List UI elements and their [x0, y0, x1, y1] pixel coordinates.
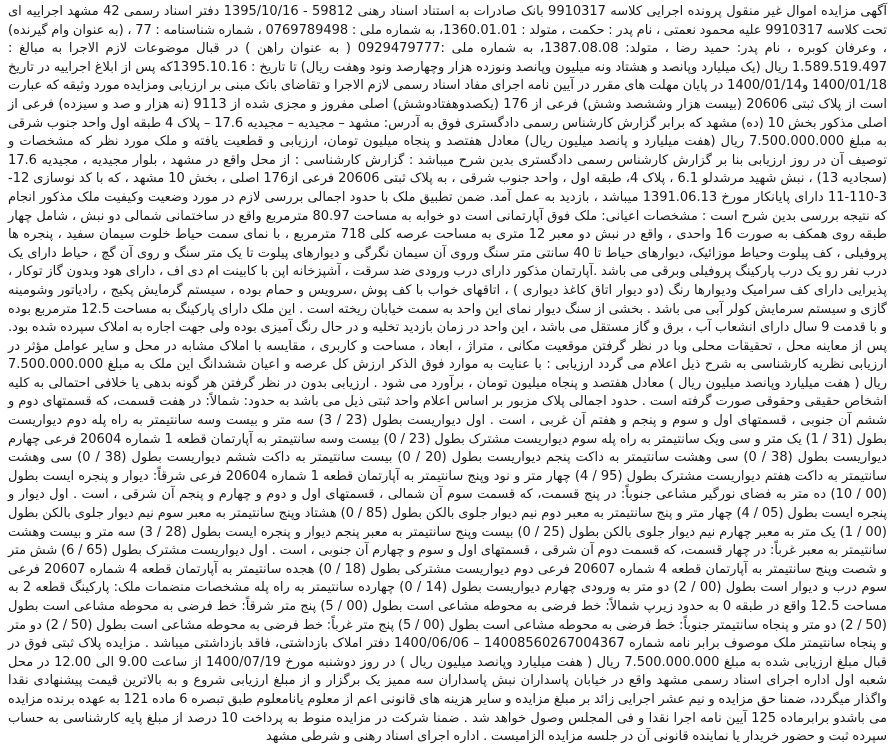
auction-notice-text: آگهی مزایده اموال غیر منقول پرونده اجرایی کلاسه 9910317 بانک صادرات به استناد اسناد رهنی 59812 - 1395/10/16 دفتر اسناد رسمی 42 مشهد اجراییه ای تحت کلاسه 9910317 علیه محمود نعمتی ، نام پدر : حکمت ، متولد : 1360.01.01، به شماره ملی : 0769789498 ، شماره شناسنامه : 77 ، (به عنوان وام گیرنده) ، وعرفان کوبره ، نام پدر: حمید رضا ، متولد: 1387.08.08، به شماره ملی :0929479777 ( به عنوان راهن ) در قبال موضوعات لازم الاجرا به مبالغ : 1.589.519.497 ریال (یک میلیارد وپانصد و هشتاد ونه میلیون وپانصد ونوزده هزار وچهارصد ونود وهفت ریال) تا تاریخ : 1395.10.16که پس از ابلاغ اجراییه در تاریخ 1400/01/18 و1400/01/14 در پایان مهلت های مقرر در آیین نامه اجرای مفاد اسناد رسمی لازم الاجرا و تقاضای بانک مبنی بر ارزیابی ومزایده مورد وثیقه که عبارت است از پلاک ثبتی 20606 (بیست هزار وششصد وشش) فرعی از 176 (یکصدوهفتادوشش) اصلی مفروز و مجزی شده از 9113 (نه هزار و صد و سیزده) فرعی از اصلی مذکور بخش 10 (ده) مشهد که برابر گزارش کارشناس رسمی دادگستری فوق به آدرس: مشهد – مجیدیه – مجیدیه 17.6 – پلاک 4 طبقه اول واحد جنوب شرقی به مبلغ 7.500.000.000 ریال (هفت میلیارد و پانصد میلیون ریال) معادل هفتصد و پنجاه میلیون تومان، ارزیابی و قطعیت یافته و ملک مورد نظر که مشخصات و توصیف آن در روز ارزیابی بنا بر گزارش کارشناس رسمی دادگستری بدین شرح میباشد : گزارش کارشناسی : از محل واقع در مشهد ، بلوار مجیدیه ، مجیدیه 17.6 (سجادیه 13) ، نبش شهید مرشدلو 6.1 ، پلاک 4، طبقه اول ، واحد جنوب شرقی ، به پلاک ثبتی 20606 فرعی از176 اصلی ، بخش 10 مشهد ، که با کد نوسازی 12-3-110-11 دارای پایانکار مورخ 1391.06.13 میباشد ، بازدید به عمل آمد. ضمن تطبیق ملک با حدود اجمالی بررسی لازم در مورد وضعیت وکیفیت ملک مذکور انجام که نتیجه بررسی بدین شرح است : مشخصات اعیانی: ملک فوق آپارتمانی است دو خوابه به مساحت 80.97 مترمربع واقع در ساختمانی شمالی دو نبش ، شامل چهار طبقه روی همکف به صورت 16 واحدی ، واقع در نبش دو معبر 12 متری به مساحت عرصه کلی 718 مترمربع ، با نمای سمت حیاط خلوت سیمان سفید ، پنجره ها پروفیلی ، کف پیلوت وحیاط موزائیک، دیوارهای حیاط تا 40 سانتی متر سنگ وروی آن سیمان نگرگی و دیوارهای پیلوت تا یک متر سنگ و روی آن گچ ، حیاط دارای یک درب نفر رو یک درب پارکینگ پروفیلی وبرقی می باشد .آپارتمان مذکور دارای درب ورودی ضد سرقت ، آشپزخانه اپن با کابینت ام دی اف ، دارای هود وبدون گاز توکار ، پذیرایی دارای کف سرامیک ودیوارها رنگ (دو دیوار اتاق کاغذ دیواری ) ، اتاقهای خواب با کف پوش ،سرویس و حمام بوده ، سیستم گرمایش پکیج ، رادیاتور وشومینه گازی و سیستم سرمایش کولر آبی می باشد . بخشی از سنگ دیوار نمای این واحد به سمت خیابان ریخته است . این ملک دارای پارکینگ به مساحت 12.5 مترمربع بوده و با قدمت 9 سال دارای انشعاب آب ، برق و گاز مستقل می باشد ، این واحد در زمان بازدید تخلیه و در حال رنگ آمیزی بوده ولی جهت اجاره به املاک سپرده شده بود. پس از معاینه محل ، تحقیقات محلی وبا در نظر گرفتن موقعیت مکانی ، متراژ ، ابعاد ، مساحت و کاربری ، مقایسه با املاک مشابه در محل و سایر عوامل مؤثر در ارزیابی نظریه کارشناسی به شرح ذیل اعلام می گردد ارزیابی : با عنایت به موارد فوق الذکر ارزش کل عرصه و اعیان ششدانگ این ملک به مبلغ 7.500.000.000 ریال ( هفت میلیارد وپانصد میلیون ریال ) معادل هفتصد و پنجاه میلیون تومان ، برآورد می شود . ارزیابی بدون در نظر گرفتن هر گونه بدهی یا خلافی احتمالی به کلیه اشخاص حقیقی وحقوقی صورت گرفته است . حدود اجمالی پلاک مزبور بر اساس اعلام واحد ثبتی ذیل می باشد به حدود: شمالاً: در هفت قسمت، که قسمتهای دوم و ششم آن جنوبی ، قسمتهای اول و سوم و پنجم و هفتم آن غربی ، است . اول دیواریست بطول (23 / 3) سه متر و بیست وسه سانتیمتر به راه پله دوم دیواریست بطول (31 / 1) یک متر و سی ویک سانتیمتر به راه پله سوم دیواریست مشترک بطول (23 / 0) بیست وسه سانتیمتر به آپارتمان قطعه 1 شماره 20604 فرعی چهارم دیواریست بطول (38 / 0) سی وهشت سانتیمتر به داکت پنجم دیواریست بطول (20 / 0) بیست سانتیمتر به داکت ششم دیواریست بطول (38 / 0) سی وهشت سانتیمتر به داکت هفتم دیواریست مشترک بطول (95 / 4) چهار متر و نود وپنج سانتیمتر به آپارتمان قطعه 1 شماره 20604 فرعی شرقاً: دیوار و پنجره ایست بطول (00 / 10) ده متر به فضای نورگیر مشاعی جنوباً: در پنج قسمت، که قسمت سوم آن شمالی ، قسمتهای اول و دوم و چهارم و پنجم آن شرقی ، است . اول دیوار و پنجره ایست بطول (05 / 4) چهار متر و پنج سانتیمتر به معبر دوم نیم دیوار جلوی بالکن بطول (85 / 0) هشتاد وپنج سانتیمتر به معبر سوم نیم دیوار جلوی بالکن بطول (00 / 1) یک متر به معبر چهارم نیم دیوار جلوی بالکن بطول (25 / 0) بیست وپنج سانتیمتر به معبر پنجم دیوار و پنجره ایست بطول (28 / 3) سه متر و بیست وهشت سانتیمتر به معبر غرباً: در چهار قسمت، که قسمت دوم آن شرقی ، قسمتهای اول و سوم و چهارم آن جنوبی ، است . اول دیواریست مشترک بطول (65 / 6) شش متر و شصت وپنج سانتیمتر به آپارتمان قطعه 4 شماره 20607 فرعی دوم دیواریست مشترکی بطول (18 / 0) هجده سانتیمتر به آپارتمان قطعه 4 شماره 20607 فرعی سوم درب و دیوار است بطول (00 / 2) دو متر به ورودی چهارم دیواریست بطول (14 / 0) چهارده سانتیمتر به راه پله مشخصات منضمات ملک: پارکینگ قطعه 2 به مساحت 12.5 واقع در طبقه 0 به حدود زیرپ شمالاً: خط فرضی به محوطه مشاعی است بطول (00 / 5) پنج متر شرقاً: خط فرضی به محوطه مشاعی است بطول (50 / 2) دو متر و پنجاه سانتیمتر جنوباً: خط فرضی به محوطه مشاعی است بطول (00 / 5) پنج متر غرباً: خط فرضی به محوطه مشاعی است بطول (50 / 2) دو متر و پنجاه سانتیمتر ملک موصوف برابر نامه شماره 14008560267004367 – 1400/06/06 دفتر املاک بازداشتی، فاقد بازداشتی میباشد . مزایده پلاک ثبتی فوق در قبال مبلغ ارزیابی شده به مبلغ 7.500.000.000 ریال ( هفت میلیارد وپانصد میلیون ریال ) در روز دوشنبه مورخ 1400/07/19 از ساعت 9.00 الی 12.00 در محل شعبه اول اداره اجرای اسناد رسمی مشهد واقع در خیابان پاسداران نبش پاسداران سه ممیز یک برگزار و از مبلغ ارزیابی شروع و به بالاترین قیمت پیشنهادی نقدا واگذار میگردد، ضمنا حق مزایده و نیم عشر اجرایی زائد بر مبلغ مزایده و سایر هزینه های قانونی اعم از معلوم یانامعلوم طبق تبصره 6 ماده 121 به عهده برنده مزایده می باشدو برابرماده 125 آیین نامه اجرا نقدا و فی المجلس وصول خواهد شد . ضمنا شرکت در مزایده منوط به پرداخت 10 درصد از مبلغ پایه کارشناسی به حساب سپرده ثبت و حضور خریدار یا نماینده قانونی آن در جلسه مزایده الزامیست . اداره اجرای اسناد رهنی و شرطی مشهد [8, 4, 888, 745]
